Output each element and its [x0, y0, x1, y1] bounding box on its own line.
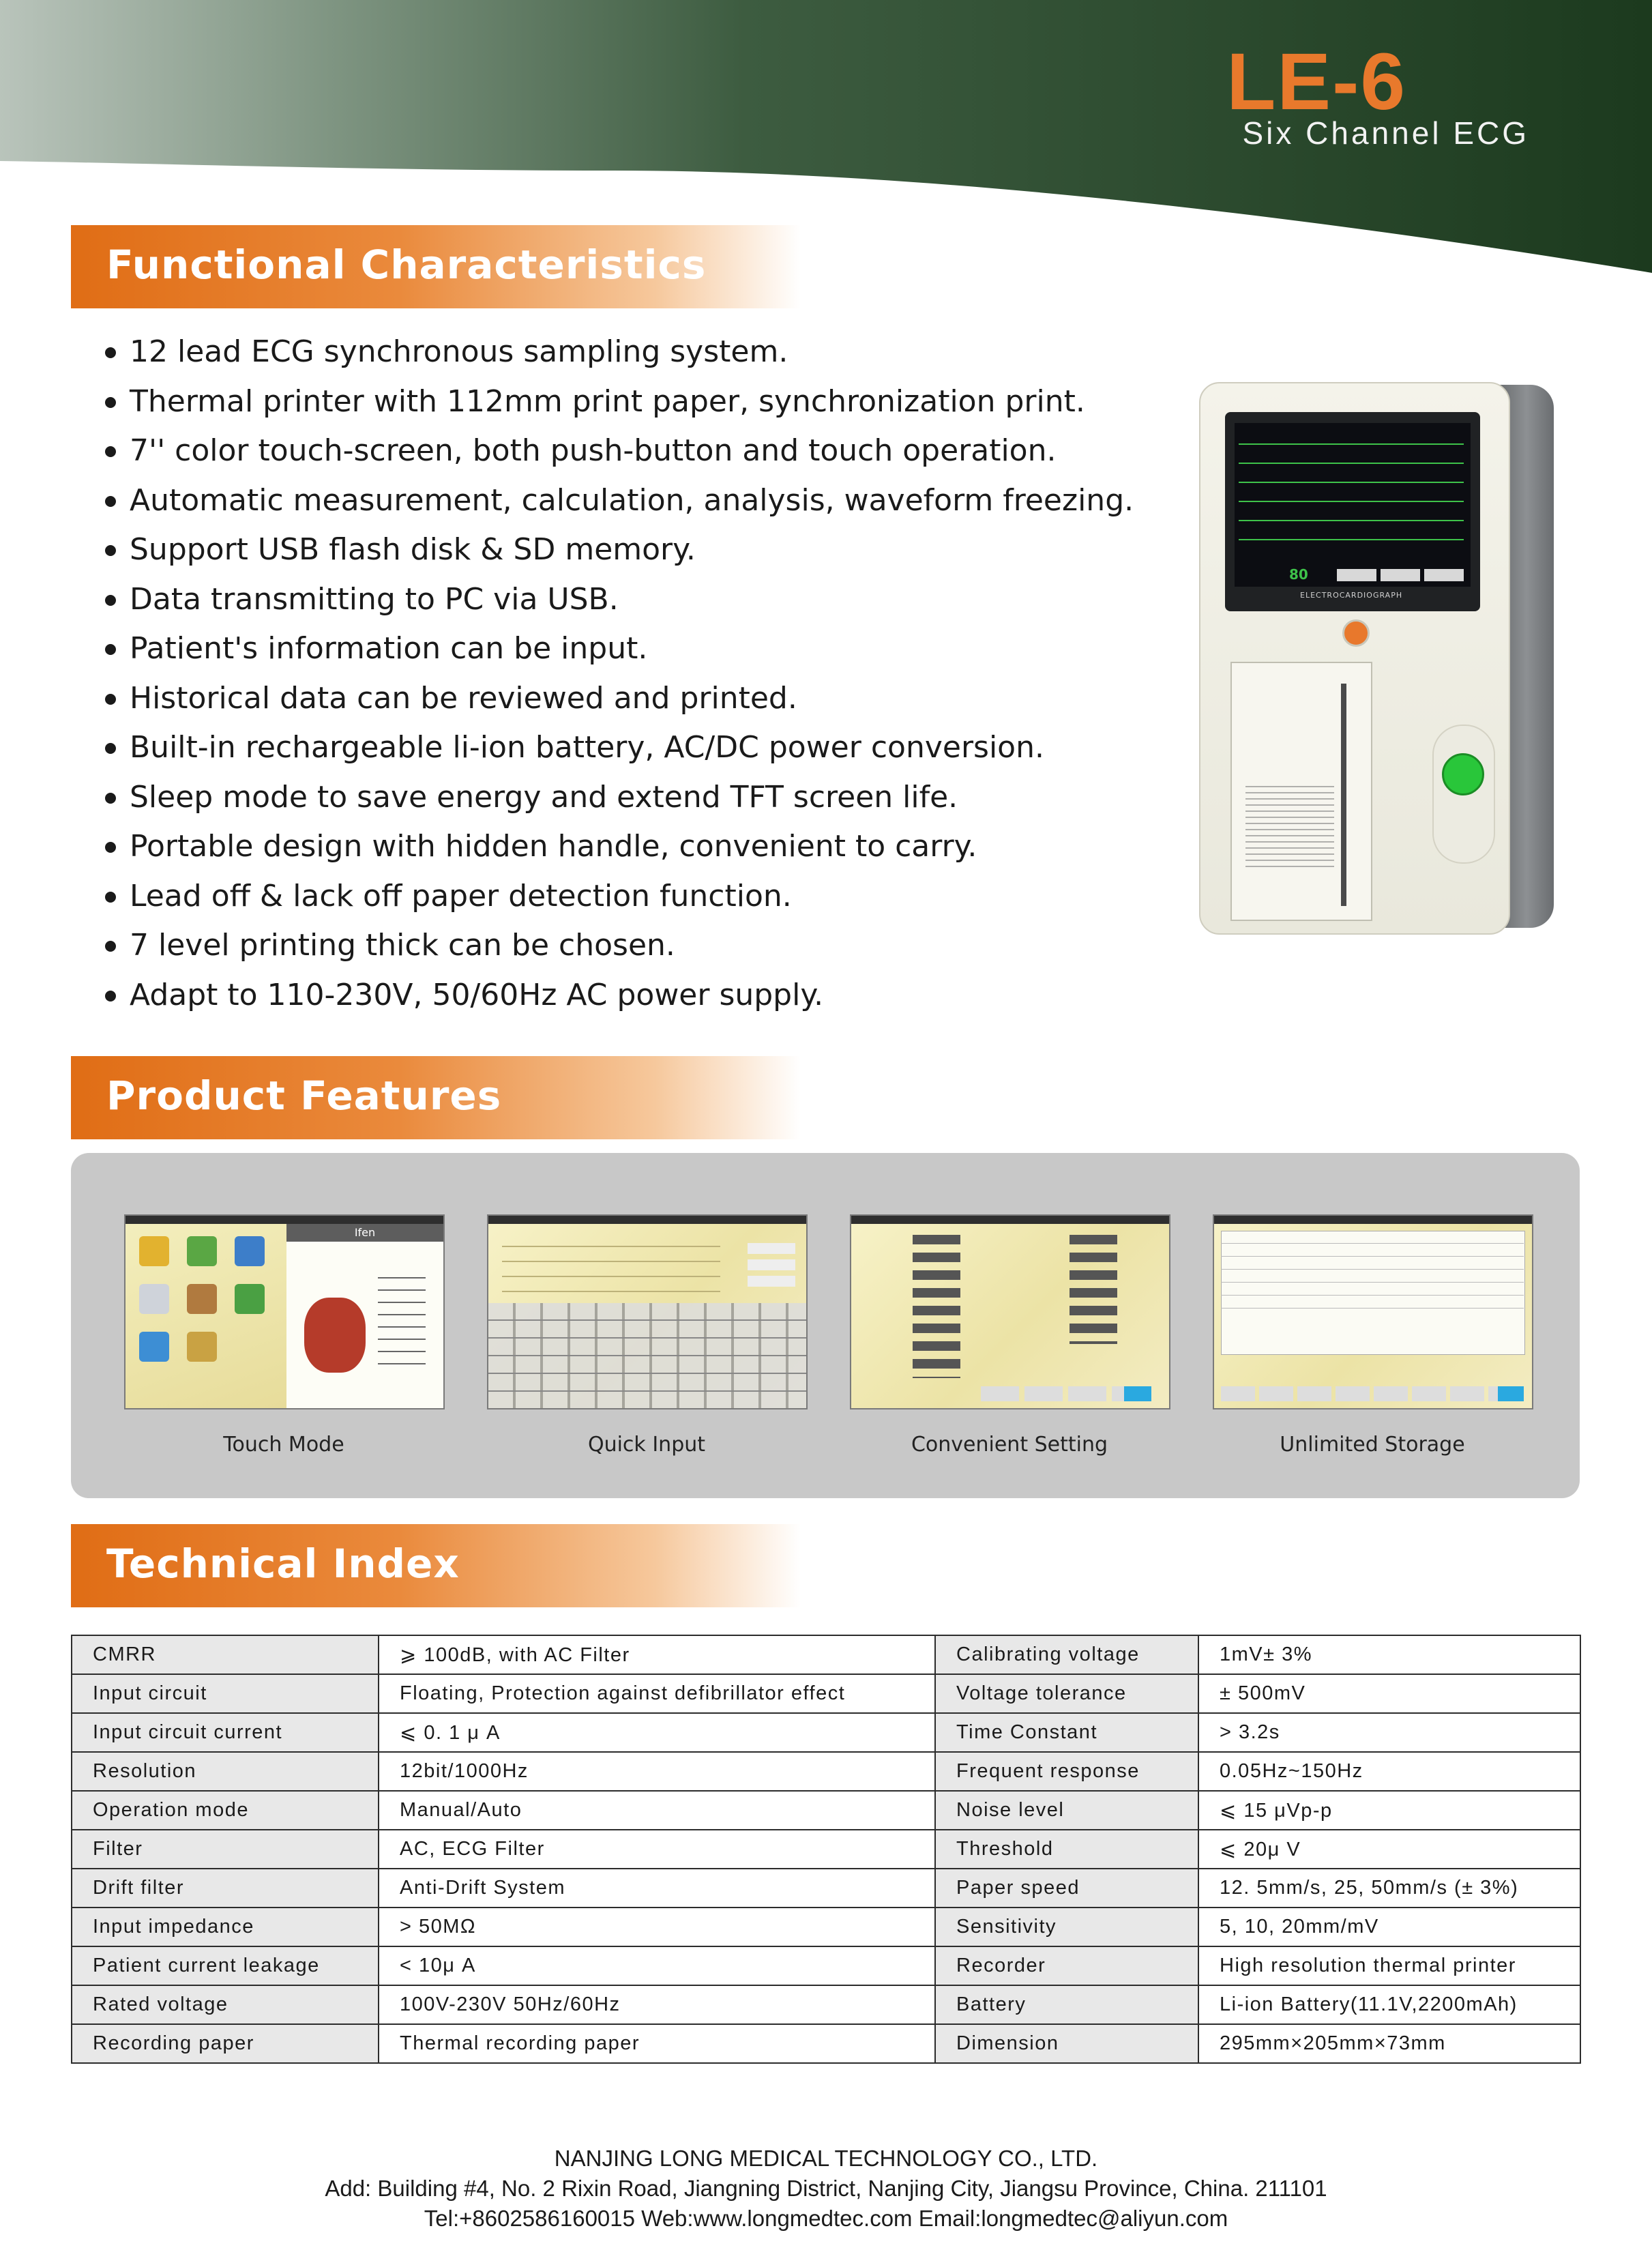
feature-quick-input [487, 1214, 806, 1457]
functional-section-title: Functional Characteristics [106, 242, 707, 288]
run-stop-button [1442, 753, 1484, 795]
table-row [72, 1908, 1580, 1946]
table-row [72, 1946, 1580, 1985]
screen-title: Ifen [286, 1224, 443, 1242]
table-row [72, 1830, 1580, 1869]
table-row [72, 1869, 1580, 1908]
table-row [72, 2024, 1580, 2063]
list-item: Data transmitting to PC via USB. [101, 575, 1179, 625]
list-item: Support USB flash disk & SD memory. [101, 525, 1179, 575]
feature-caption: Touch Mode [223, 1433, 344, 1457]
list-item: Automatic measurement, calculation, analysis, waveform freezing. [101, 476, 1179, 526]
feature-touch-mode [124, 1214, 443, 1457]
company-name: NANJING LONG MEDICAL TECHNOLOGY CO., LTD. [554, 2146, 1098, 2171]
footer [0, 2144, 1652, 2234]
list-item: Adapt to 110-230V, 50/60Hz AC power supply. [101, 971, 1179, 1021]
spec-name: CMRR [72, 1635, 379, 1674]
list-item: Sleep mode to save energy and extend TFT screen life. [101, 773, 1179, 823]
device-screen [1225, 412, 1480, 611]
spec-value: Thermal recording paper [379, 2024, 935, 2063]
list-item: Historical data can be reviewed and printed. [101, 674, 1179, 724]
technical-section-header [71, 1524, 801, 1607]
list-item: 7 level printing thick can be chosen. [101, 921, 1179, 971]
touch-mode-screenshot [124, 1214, 445, 1409]
technical-table [71, 1635, 1581, 2064]
features-section-header [71, 1056, 801, 1139]
spec-name: Drift filter [72, 1869, 379, 1908]
spec-value: Floating, Protection against defibrillator effect [379, 1674, 935, 1713]
spec-value: ± 500mV [1198, 1674, 1580, 1713]
list-item: Thermal printer with 112mm print paper, synchronization print. [101, 377, 1179, 427]
spec-value: 12. 5mm/s, 25, 50mm/s (± 3%) [1198, 1869, 1580, 1908]
feature-caption: Unlimited Storage [1280, 1433, 1465, 1457]
spec-value: 0.05Hz~150Hz [1198, 1752, 1580, 1791]
table-row [72, 1635, 1580, 1674]
heart-rate-value: 80 [1289, 566, 1308, 583]
spec-value: 1mV± 3% [1198, 1635, 1580, 1674]
functional-section-header [71, 225, 801, 308]
ecg-waveform-display [1235, 423, 1471, 587]
spec-name: Resolution [72, 1752, 379, 1791]
spec-value: > 50MΩ [379, 1908, 935, 1946]
spec-name: Threshold [935, 1830, 1198, 1869]
list-item: Portable design with hidden handle, convenient to carry. [101, 822, 1179, 872]
features-panel [71, 1153, 1580, 1498]
spec-name: Sensitivity [935, 1908, 1198, 1946]
spec-name: Patient current leakage [72, 1946, 379, 1985]
company-address: Add: Building #4, No. 2 Rixin Road, Jiangning District, Nanjing City, Jiangsu Province, China. 211101 [325, 2176, 1327, 2201]
spec-value: Manual/Auto [379, 1791, 935, 1830]
spec-name: Calibrating voltage [935, 1635, 1198, 1674]
spec-name: Input circuit current [72, 1713, 379, 1752]
printer-door [1230, 662, 1372, 921]
device-body [1199, 382, 1510, 935]
feature-caption: Quick Input [587, 1433, 706, 1457]
model-title: LE-6 [1226, 37, 1406, 127]
spec-value: ⩽ 15 μVp-p [1198, 1791, 1580, 1830]
list-item: 7'' color touch-screen, both push-button and touch operation. [101, 426, 1179, 476]
spec-value: 5, 10, 20mm/mV [1198, 1908, 1580, 1946]
list-item: Built-in rechargeable li-ion battery, AC/DC power conversion. [101, 723, 1179, 773]
spec-name: Filter [72, 1830, 379, 1869]
spec-value: 12bit/1000Hz [379, 1752, 935, 1791]
spec-value: High resolution thermal printer [1198, 1946, 1580, 1985]
power-button [1342, 619, 1370, 647]
screen-brand-label: ELECTROCARDIOGRAPH [1300, 591, 1403, 600]
spec-name: Dimension [935, 2024, 1198, 2063]
spec-value: < 10μ A [379, 1946, 935, 1985]
list-item: 12 lead ECG synchronous sampling system. [101, 327, 1179, 377]
spec-value: ⩽ 0. 1 μ A [379, 1713, 935, 1752]
table-row [72, 1752, 1580, 1791]
convenient-setting-screenshot [850, 1214, 1170, 1409]
spec-name: Paper speed [935, 1869, 1198, 1908]
functional-list [101, 327, 1179, 1020]
list-item: Lead off & lack off paper detection function. [101, 872, 1179, 922]
table-row [72, 1791, 1580, 1830]
spec-name: Rated voltage [72, 1985, 379, 2024]
feature-unlimited-storage [1213, 1214, 1532, 1457]
unlimited-storage-screenshot [1213, 1214, 1533, 1409]
spec-name: Recorder [935, 1946, 1198, 1985]
spec-name: Input impedance [72, 1908, 379, 1946]
spec-value: ⩾ 100dB, with AC Filter [379, 1635, 935, 1674]
spec-value: 100V-230V 50Hz/60Hz [379, 1985, 935, 2024]
spec-value: Li-ion Battery(11.1V,2200mAh) [1198, 1985, 1580, 2024]
table-row [72, 1985, 1580, 2024]
company-contact: Tel:+8602586160015 Web:www.longmedtec.com Email:longmedtec@aliyun.com [424, 2206, 1228, 2231]
spec-value: ⩽ 20μ V [1198, 1830, 1580, 1869]
ecg-device-image [1199, 382, 1554, 932]
spec-name: Operation mode [72, 1791, 379, 1830]
spec-name: Voltage tolerance [935, 1674, 1198, 1713]
list-item: Patient's information can be input. [101, 624, 1179, 674]
table-row [72, 1674, 1580, 1713]
technical-section-title: Technical Index [106, 1540, 460, 1587]
spec-name: Battery [935, 1985, 1198, 2024]
spec-name: Recording paper [72, 2024, 379, 2063]
spec-name: Time Constant [935, 1713, 1198, 1752]
model-subtitle: Six Channel ECG [1242, 115, 1529, 151]
feature-caption: Convenient Setting [911, 1433, 1108, 1457]
spec-name: Noise level [935, 1791, 1198, 1830]
quick-input-screenshot [487, 1214, 808, 1409]
spec-value: > 3.2s [1198, 1713, 1580, 1752]
spec-name: Frequent response [935, 1752, 1198, 1791]
feature-convenient-setting [850, 1214, 1169, 1457]
spec-value: Anti-Drift System [379, 1869, 935, 1908]
spec-value: 295mm×205mm×73mm [1198, 2024, 1580, 2063]
table-row [72, 1713, 1580, 1752]
features-section-title: Product Features [106, 1072, 502, 1119]
spec-name: Input circuit [72, 1674, 379, 1713]
spec-value: AC, ECG Filter [379, 1830, 935, 1869]
